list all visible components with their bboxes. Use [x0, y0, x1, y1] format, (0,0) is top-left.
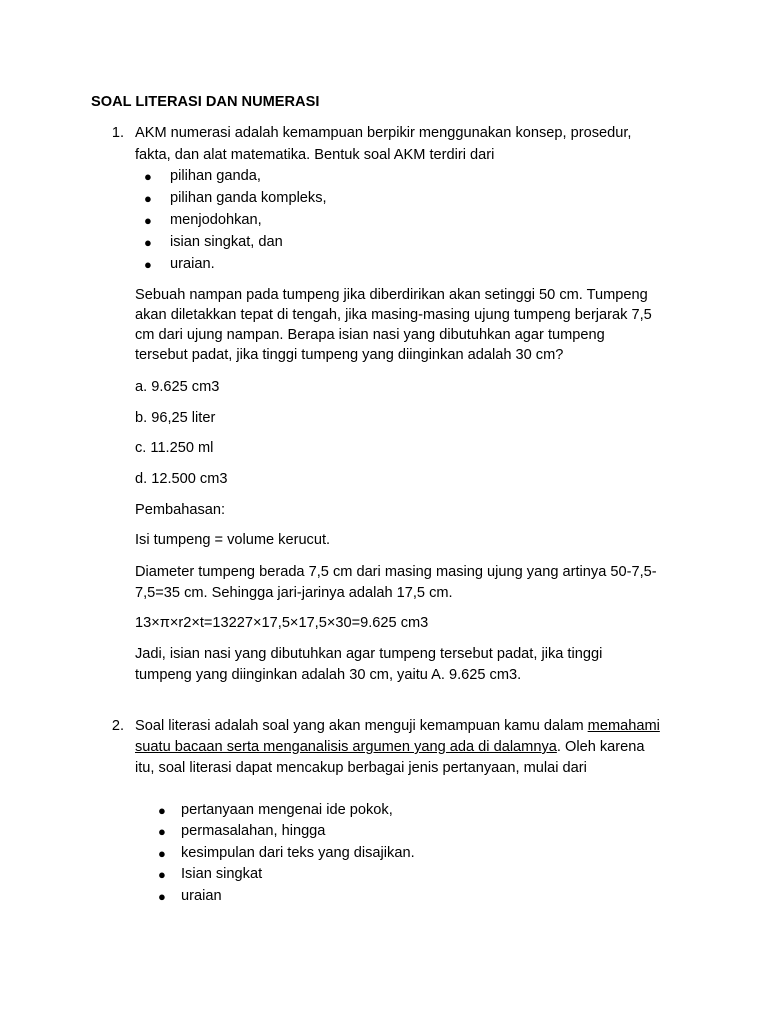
bullet-icon: ●: [144, 257, 152, 272]
bullet-icon: ●: [158, 803, 166, 818]
q1-question-line: akan diletakkan tepat di tengah, jika masing-masing ujung tumpeng berjarak 7,5: [135, 307, 652, 323]
discussion-conclusion: tumpeng yang diinginkan adalah 30 cm, yaitu A. 9.625 cm3.: [135, 667, 522, 683]
page-title: SOAL LITERASI DAN NUMERASI: [91, 94, 320, 110]
bullet-icon: ●: [158, 824, 166, 839]
q2-intro-text: . Oleh karena: [556, 739, 645, 755]
q2-bullet-item: uraian: [181, 888, 222, 904]
q1-option: a. 9.625 cm3: [135, 379, 220, 395]
bullet-icon: ●: [158, 867, 166, 882]
bullet-icon: ●: [144, 169, 152, 184]
discussion-formula: 13×π×r2×t=13227×17,5×17,5×30=9.625 cm3: [135, 615, 429, 631]
q2-intro-text: Soal literasi adalah soal yang akan menguji kemampuan kamu dalam: [135, 718, 588, 734]
discussion-step: 7,5=35 cm. Sehingga jari-jarinya adalah 17,5 cm.: [135, 585, 453, 601]
question-2-number: 2.: [111, 718, 124, 734]
q1-bullet-item: pilihan ganda,: [170, 168, 261, 184]
bullet-icon: ●: [144, 235, 152, 250]
q2-underlined-text: suatu bacaan serta menganalisis argumen yang ada di dalamnya: [135, 739, 557, 755]
q2-intro-line: itu, soal literasi dapat mencakup berbagai jenis pertanyaan, mulai dari: [135, 760, 587, 776]
q1-option: c. 11.250 ml: [135, 440, 214, 456]
q1-option: b. 96,25 liter: [135, 410, 216, 426]
bullet-icon: ●: [158, 846, 166, 861]
bullet-icon: ●: [144, 191, 152, 206]
q2-bullet-item: pertanyaan mengenai ide pokok,: [181, 802, 393, 818]
q1-bullet-item: isian singkat, dan: [170, 234, 283, 250]
q2-bullet-item: Isian singkat: [181, 866, 263, 882]
q2-bullet-item: kesimpulan dari teks yang disajikan.: [181, 845, 415, 861]
q1-intro-line: AKM numerasi adalah kemampuan berpikir menggunakan konsep, prosedur,: [135, 125, 632, 141]
q1-bullet-item: menjodohkan,: [170, 212, 262, 228]
q2-intro-line: [135, 737, 645, 759]
q1-question-line: Sebuah nampan pada tumpeng jika diberdirikan akan setinggi 50 cm. Tumpeng: [135, 287, 648, 303]
q2-underlined-text: memahami: [587, 718, 660, 734]
bullet-icon: ●: [144, 213, 152, 228]
q1-bullet-item: uraian.: [170, 256, 215, 272]
q1-intro-line: fakta, dan alat matematika. Bentuk soal AKM terdiri dari: [135, 147, 495, 163]
q1-question-line: cm dari ujung nampan. Berapa isian nasi yang dibutuhkan agar tumpeng: [135, 327, 605, 343]
q1-option: d. 12.500 cm3: [135, 471, 228, 487]
q2-intro-line: [135, 716, 660, 738]
discussion-conclusion: Jadi, isian nasi yang dibutuhkan agar tumpeng tersebut padat, jika tinggi: [135, 646, 603, 662]
q2-bullet-item: permasalahan, hingga: [181, 823, 326, 839]
discussion-label: Pembahasan:: [135, 502, 226, 518]
q1-bullet-item: pilihan ganda kompleks,: [170, 190, 327, 206]
question-1-number: 1.: [111, 125, 124, 141]
discussion-step: Isi tumpeng = volume kerucut.: [135, 532, 331, 548]
q1-question-line: tersebut padat, jika tinggi tumpeng yang diinginkan adalah 30 cm?: [135, 347, 564, 363]
discussion-step: Diameter tumpeng berada 7,5 cm dari masing masing ujung yang artinya 50-7,5-: [135, 564, 657, 580]
bullet-icon: ●: [158, 889, 166, 904]
